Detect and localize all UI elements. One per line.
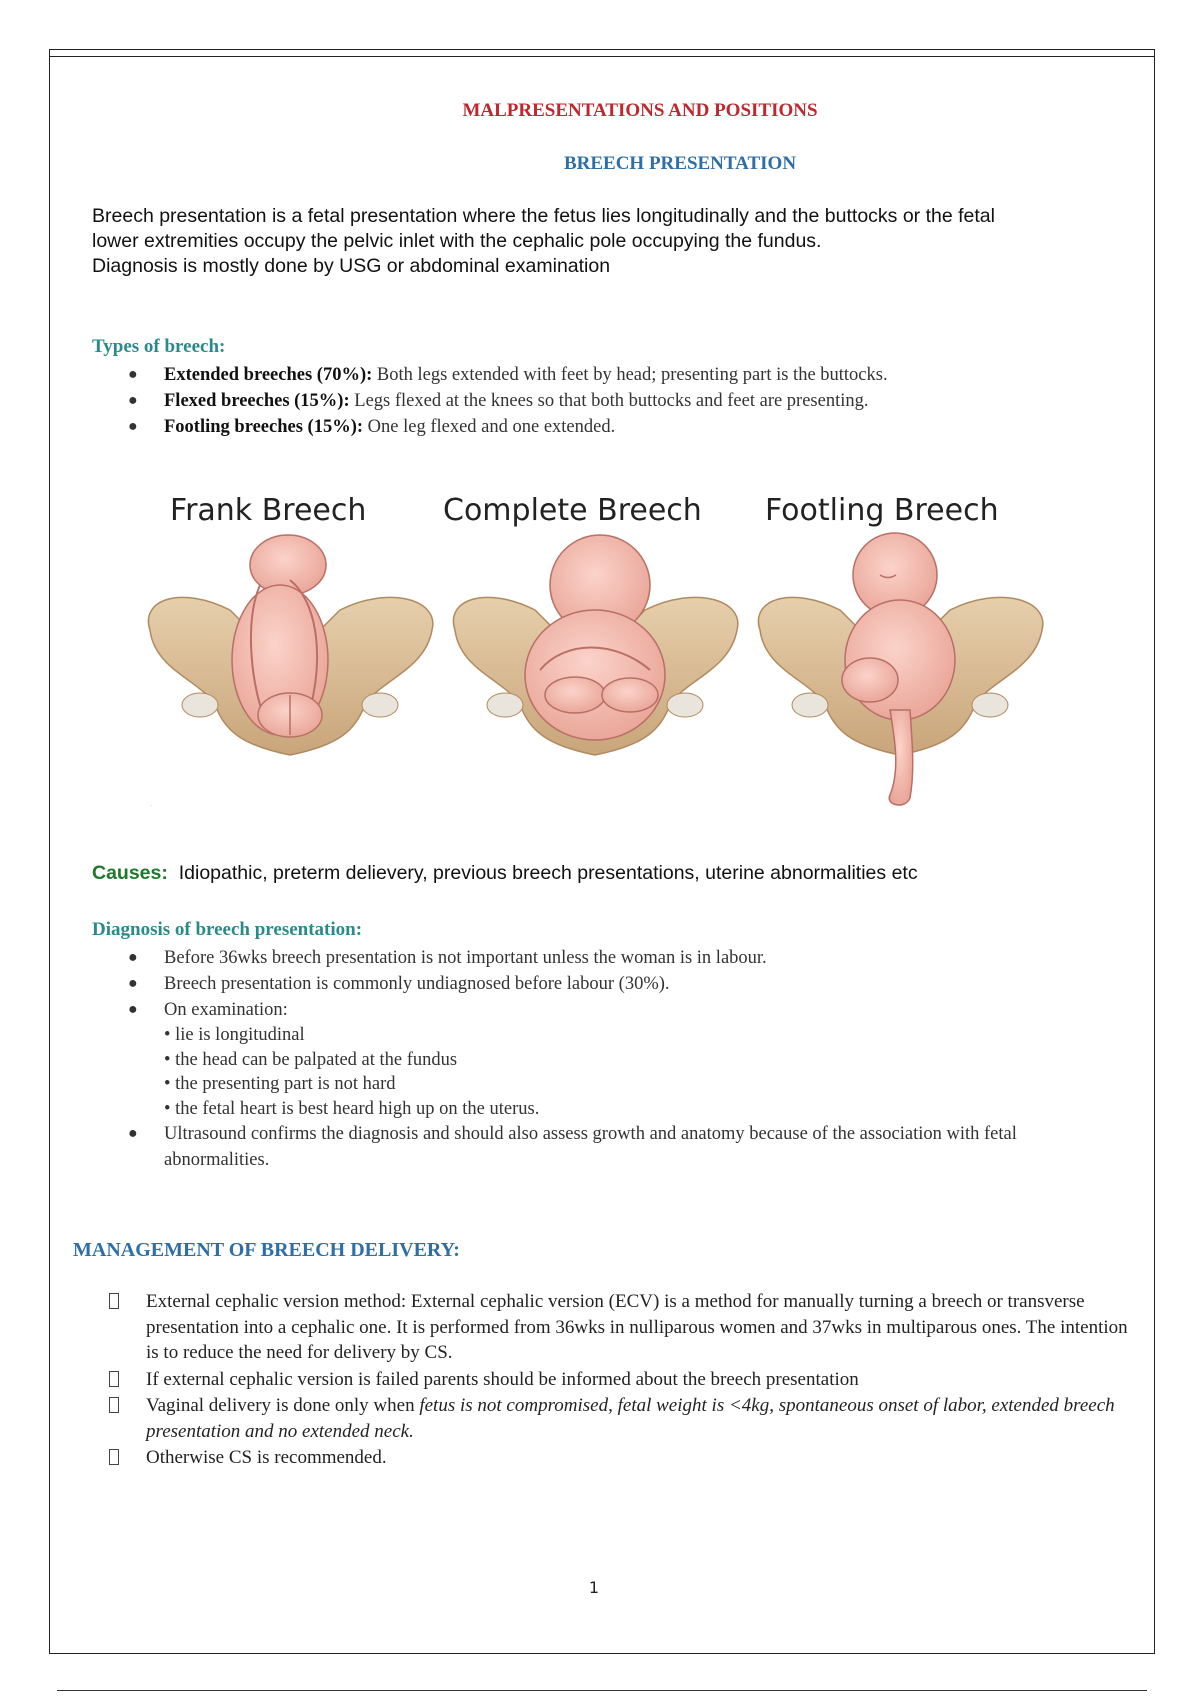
list-item [73,1393,1129,1444]
figure-label-footling: Footling Breech [765,493,999,528]
intro-text [92,204,1032,279]
list-item [73,1289,1129,1366]
baby-footling [842,533,955,805]
type-term: Footling breeches (15%): [164,417,368,437]
management-heading: MANAGEMENT OF BREECH DELIVERY: [73,1239,460,1261]
checkbox-glyph-icon [109,1293,119,1309]
checkbox-glyph-icon [109,1371,119,1387]
type-term: Extended breeches (70%): [164,365,377,385]
diagnosis-text: Before 36wks breech presentation is not important unless the woman is in labour. [164,948,767,968]
finding-line: • the head can be palpated at the fundus [164,1049,458,1070]
page-title: MALPRESENTATIONS AND POSITIONS [462,100,818,121]
bullet-icon: ● [128,949,138,966]
bullet-icon: ● [128,392,138,409]
figure-label-frank: Frank Breech [170,493,367,528]
types-heading: Types of breech: [92,336,226,357]
diagnosis-list [92,945,1122,1173]
management-section [73,1289,1129,1472]
diagnosis-text: On examination: [164,1000,288,1020]
causes-line [92,862,918,885]
baby-complete [525,535,665,740]
management-text: Otherwise CS is recommended. [146,1447,387,1468]
types-section [92,336,1092,440]
figure-label-complete: Complete Breech [443,493,702,528]
checkbox-glyph-icon [109,1397,119,1413]
bullet-icon: ● [128,1001,138,1018]
finding-line: • lie is longitudinal [164,1025,305,1045]
management-list [73,1289,1129,1471]
management-text: Vaginal delivery is done only when [146,1395,420,1416]
finding-line: • the fetal heart is best heard high up on the uterus. [164,1098,540,1119]
list-item [92,971,1122,997]
page-border-double-line [49,56,1155,57]
type-text: Both legs extended with feet by head; presenting part is the buttocks. [376,365,888,385]
bullet-icon: ● [128,366,138,383]
diagnosis-text: Breech presentation is commonly undiagnosed before labour (30%). [164,974,670,994]
list-item [92,1121,1122,1173]
list-item [92,414,1092,440]
checkbox-glyph-icon [109,1449,119,1465]
list-item [92,388,1092,414]
diagnosis-text: Ultrasound confirms the diagnosis and should also assess growth and anatomy because of the association with fetal abnormalities. [164,1124,1017,1170]
list-item [73,1367,1129,1393]
list-item [92,945,1122,971]
causes-text: Idiopathic, preterm delievery, previous breech presentations, uterine abnormalities etc [178,862,918,884]
bullet-icon: ● [128,418,138,435]
type-term: Flexed breeches (15%): [164,391,355,411]
bullet-icon: ● [128,1125,138,1142]
examination-findings [164,1023,1122,1121]
types-list [92,362,1092,440]
intro-paragraph: Breech presentation is a fetal presentation where the fetus lies longitudinally and the buttocks or the fetal lower extremities occupy the pelvic inlet with the cephalic pole occupying the fundus. [92,205,995,252]
section-title: BREECH PRESENTATION [563,153,797,174]
management-text: If external cephalic version is failed parents should be informed about the breech presentation [146,1368,859,1390]
bullet-icon: ● [128,975,138,992]
type-text: Legs flexed at the knees so that both buttocks and feet are presenting. [354,391,869,411]
finding-line: • the presenting part is not hard [164,1074,396,1094]
breech-types-illustration [140,530,1060,815]
diagnosis-heading: Diagnosis of breech presentation: [92,919,363,940]
baby-frank [232,535,328,737]
page-number: 1 [588,1578,600,1597]
management-italic-text: fetus is not compromised, fetal weight is <4kg, spontaneous onset of labor, extended breech presentation and no extended neck. [146,1395,1115,1442]
diagnosis-section [92,919,1122,1173]
list-item [92,997,1122,1121]
list-item [73,1445,1129,1471]
type-text: One leg flexed and one extended. [367,417,616,437]
causes-label: Causes: [92,862,168,884]
image-watermark: . [150,800,153,808]
intro-paragraph-diagnosis: Diagnosis is mostly done by USG or abdominal examination [92,255,611,277]
list-item [92,362,1092,388]
management-text: External cephalic version method: External cephalic version (ECV) is a method for manually turning a breech or transverse presentation into a cephalic one. It is performed from 36wks in nulliparous women and 37wks in multiparous ones. The intention is to reduce the need for delivery by CS. [146,1291,1128,1363]
bottom-rule [57,1690,1147,1691]
